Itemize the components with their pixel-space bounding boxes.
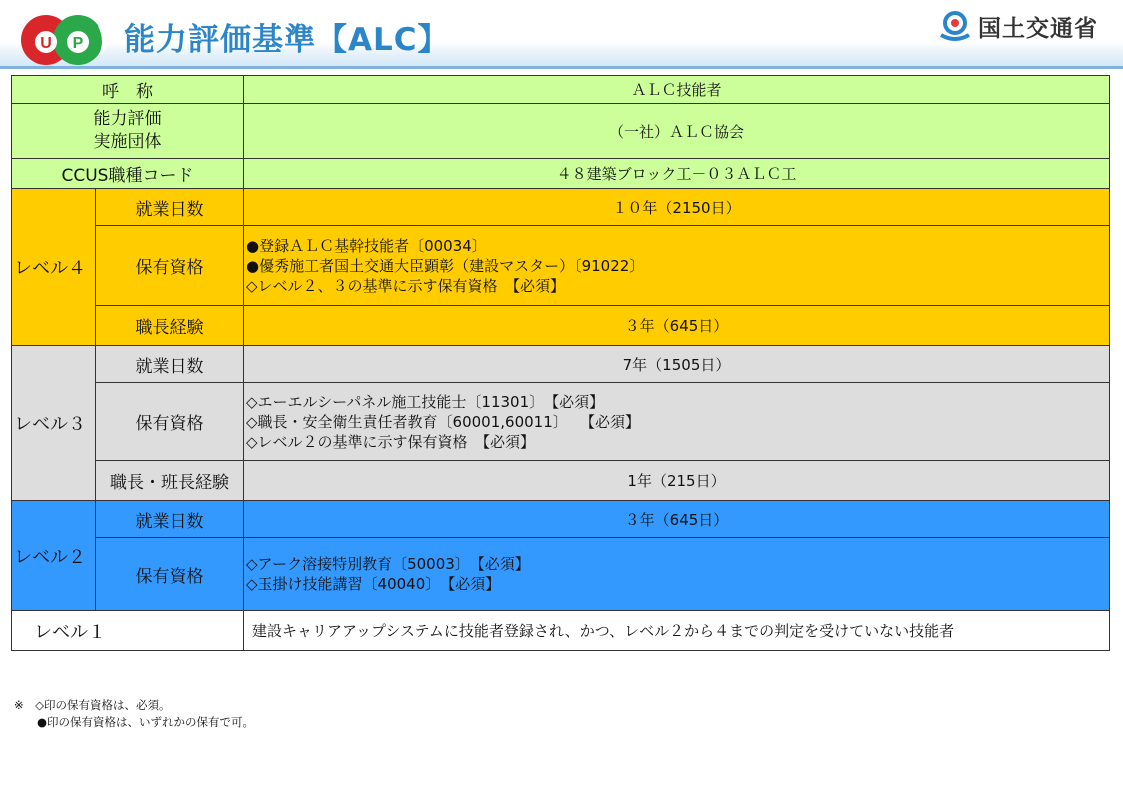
- qualification-item: ◇アーク溶接特別教育〔50003〕 【必須】: [246, 555, 530, 573]
- days-value: ３年（645日）: [244, 501, 1110, 538]
- days-label: 就業日数: [96, 189, 244, 226]
- table-row: [12, 159, 1110, 189]
- logo-letter-u: U: [40, 35, 52, 52]
- criteria-table: [11, 75, 1110, 651]
- qualification-item: ◇レベル２の基準に示す保有資格 【必須】: [246, 432, 536, 451]
- ministry-logo: [938, 8, 1098, 44]
- header-underline: [0, 66, 1123, 69]
- qualification-list: [244, 383, 1110, 461]
- days-label: 就業日数: [96, 346, 244, 383]
- label-cell: 能力評価 実施団体: [12, 104, 244, 159]
- days-label: 就業日数: [96, 501, 244, 538]
- footnote: [14, 697, 254, 731]
- footnote-line: ※ ◇印の保有資格は、必須。: [14, 698, 171, 712]
- days-value: 7年（1505日）: [244, 346, 1110, 383]
- days-value: １０年（2150日）: [244, 189, 1110, 226]
- qualification-item: ◇玉掛け技能講習〔40040〕 【必須】: [246, 575, 501, 593]
- qualification-label: 保有資格: [96, 538, 244, 611]
- value-cell: ４８建築ブロック工－０３ＡＬＣ工: [244, 159, 1110, 189]
- qualification-item: ●優秀施工者国土交通大臣顕彰（建設マスター）〔91022〕: [246, 256, 645, 275]
- table-row: [12, 383, 1110, 461]
- qualification-item: ◇エーエルシーパネル施工技能士〔11301〕 【必須】: [246, 392, 605, 411]
- qualification-list: [244, 226, 1110, 306]
- qualification-item: ◇職長・安全衛生責任者教育〔60001,60011〕 【必須】: [246, 412, 641, 431]
- table-row: [12, 306, 1110, 346]
- level-1-label: レベル１: [12, 611, 244, 651]
- table-row: [12, 226, 1110, 306]
- table-row: [12, 76, 1110, 104]
- mlit-emblem-icon: [938, 9, 972, 43]
- footnote-line: ●印の保有資格は、いずれかの保有で可。: [14, 715, 255, 729]
- experience-label: 職長経験: [96, 306, 244, 346]
- ministry-name: 国土交通省: [978, 15, 1098, 42]
- level-4-label: レベル４: [12, 189, 96, 346]
- table-row: [12, 346, 1110, 383]
- up-logo-icon: [20, 12, 110, 68]
- table-row: [12, 189, 1110, 226]
- qualification-list: [244, 538, 1110, 611]
- table-row: [12, 501, 1110, 538]
- label-cell: 呼 称: [12, 76, 244, 104]
- qualification-label: 保有資格: [96, 226, 244, 306]
- qualification-label: 保有資格: [96, 383, 244, 461]
- level-3-label: レベル３: [12, 346, 96, 501]
- level-1-value: 建設キャリアアップシステムに技能者登録され、かつ、レベル２から４までの判定を受けていない技能者: [244, 611, 1110, 651]
- table-row: [12, 538, 1110, 611]
- page-title: 能力評価基準【ALC】: [124, 22, 450, 58]
- logo-letter-p: P: [72, 35, 84, 52]
- qualification-item: ◇レベル２、３の基準に示す保有資格 【必須】: [246, 276, 566, 295]
- value-cell: （一社）ＡＬＣ協会: [244, 104, 1110, 159]
- experience-label: 職長・班長経験: [96, 461, 244, 501]
- table-row: [12, 104, 1110, 159]
- level-2-label: レベル２: [12, 501, 96, 611]
- label-cell: CCUS職種コード: [12, 159, 244, 189]
- qualification-item: ●登録ＡＬＣ基幹技能者〔00034〕: [246, 236, 487, 255]
- table-row: [12, 611, 1110, 651]
- experience-value: 1年（215日）: [244, 461, 1110, 501]
- table-row: [12, 461, 1110, 501]
- page-header: [0, 0, 1123, 70]
- value-cell: ＡＬＣ技能者: [244, 76, 1110, 104]
- experience-value: ３年（645日）: [244, 306, 1110, 346]
